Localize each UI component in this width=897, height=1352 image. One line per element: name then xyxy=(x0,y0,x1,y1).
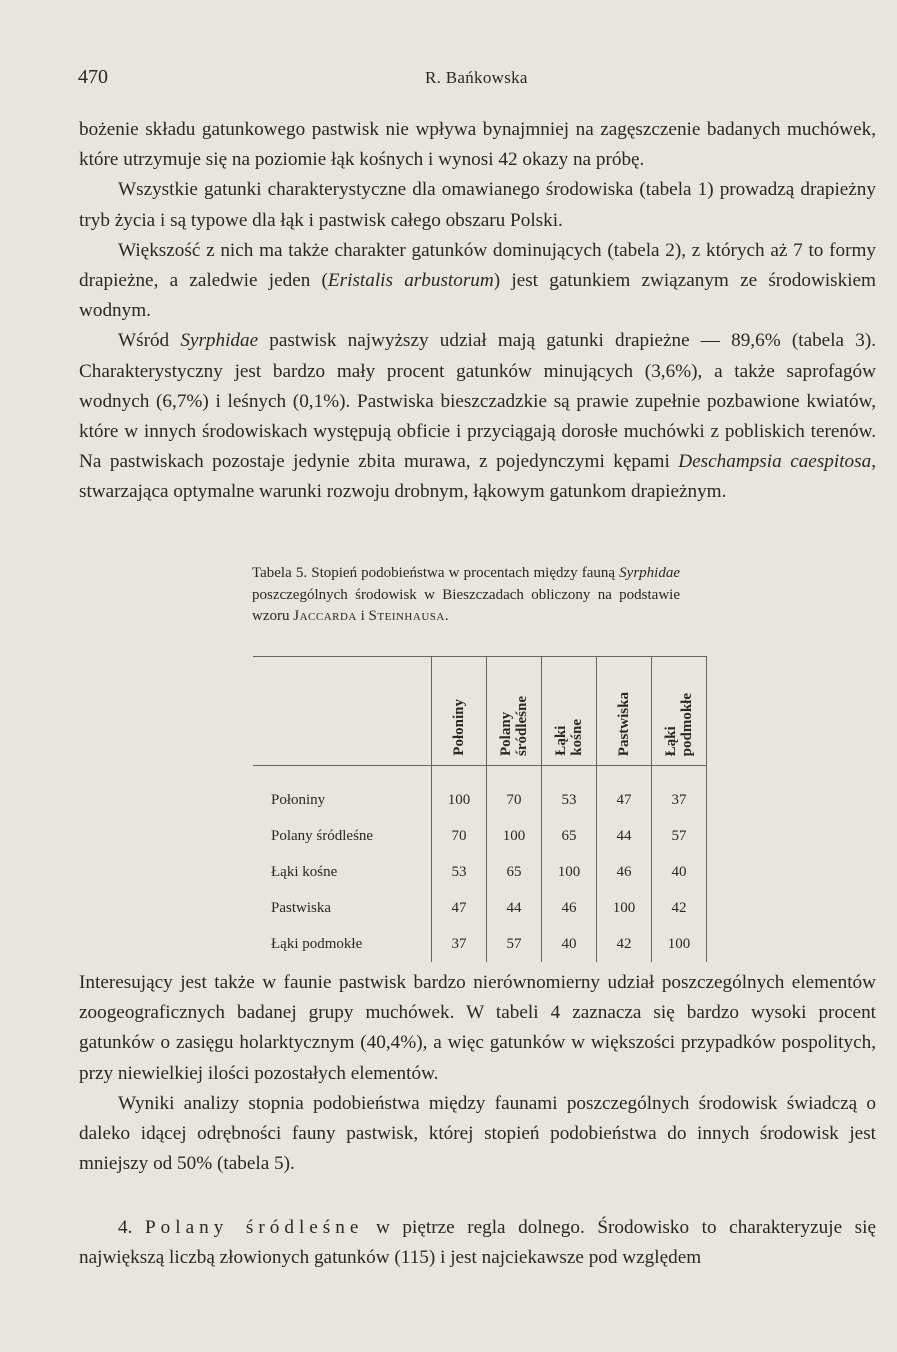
paragraph-text: bożenie składu gatunkowego pastwisk nie wpływa bynajmniej na zagęszczenie badanych muchówek, które utrzymuje się na poziomie łąk kośnych i wynosi 42 okazy na próbę. xyxy=(79,119,876,171)
table-cell: 57 xyxy=(652,818,707,854)
running-head-author: R. Bańkowska xyxy=(425,68,528,87)
paragraph xyxy=(79,968,876,1089)
table-cell: 47 xyxy=(597,766,652,819)
species-name: Eristalis arbustorum xyxy=(327,270,494,292)
paragraph-text: ) jest gatunkiem związanym ze środowiskiem wodnym. xyxy=(79,270,876,322)
table-cell: 100 xyxy=(652,926,707,962)
paragraph-text: pastwisk najwyższy udział mają gatunki drapieżne — 89,6% (tabela 3). Charakterystyczny jest bardzo mały procent gatunków minujących (3,6%), a także saprofagów wodnych (6,7%) i leśnych (0,1%). Pastwiska bieszczadzkie są prawie zupełnie pozbawione kwiatów, które w innych środowiskach występują obficie i przyciągają dorosłe muchówki z pobliskich terenów. Na pastwiskach pozostaje jedynie zbita murawa, z pojedynczymi kępami xyxy=(79,330,876,473)
column-header xyxy=(652,657,707,766)
column-header xyxy=(487,657,542,766)
paragraph-text: Interesujący jest także w faunie pastwisk bardzo nierównomierny udział poszczególnych elementów zoogeograficznych badanej grupy muchówek. W tabeli 4 zaznacza się bardzo wysoki procent gatunków o zasięgu holarktycznym (40,4%), a więc gatunków w większości przypadków pospolitych, przy niewielkiej ilości pozostałych elementów. xyxy=(79,972,876,1084)
caption-text: Tabela 5. Stopień podobieństwa w procentach między fauną xyxy=(252,565,620,581)
running-head xyxy=(78,66,878,94)
column-header-label: Pastwiska xyxy=(616,691,632,756)
header-line: Polany xyxy=(498,711,514,756)
table-cell: 42 xyxy=(597,926,652,962)
paragraph xyxy=(79,175,876,235)
section-number: 4. xyxy=(118,1217,145,1238)
table-cell: 65 xyxy=(487,854,542,890)
caption-text: poszczególnych środowisk w Bieszczadach obliczony na podstawie wzoru xyxy=(252,586,680,624)
header-line: śródleśne xyxy=(514,696,530,756)
body-text-bottom xyxy=(79,1213,876,1273)
table-cell: 100 xyxy=(487,818,542,854)
caption-text: . xyxy=(444,608,449,624)
table-cell: 44 xyxy=(597,818,652,854)
table-cell: 46 xyxy=(542,890,597,926)
header-line: Łąki xyxy=(553,725,569,756)
similarity-table xyxy=(253,656,707,962)
row-label: Pastwiska xyxy=(271,899,331,916)
column-header-label: Połoniny xyxy=(451,699,467,756)
table-corner xyxy=(253,657,432,766)
table-cell: 100 xyxy=(597,890,652,926)
table-cell: 47 xyxy=(432,890,487,926)
table-cell: 37 xyxy=(652,766,707,819)
column-header-label xyxy=(553,713,585,760)
header-line: kośne xyxy=(569,719,585,756)
header-line: Łąki xyxy=(663,725,679,756)
table-cell: 53 xyxy=(542,766,597,819)
table-row xyxy=(253,766,707,819)
row-label: Łąki podmokłe xyxy=(271,935,363,952)
table-caption xyxy=(252,563,680,628)
paragraph xyxy=(79,1213,876,1273)
table-header-row xyxy=(253,657,707,766)
table-cell: 44 xyxy=(487,890,542,926)
species-name: Deschampsia caespitosa xyxy=(678,451,872,473)
column-header-label xyxy=(663,687,695,760)
paragraph-text: , stwarzająca optymalne warunki rozwoju drobnym, łąkowym gatunkom drapieżnym. xyxy=(79,451,876,503)
paragraph-text: Wszystkie gatunki charakterystyczne dla omawianego środowiska (tabela 1) prowadzą drapieżny tryb życia i są typowe dla łąk i pastwisk całego obszaru Polski. xyxy=(79,179,876,231)
row-label: Polany śródleśne xyxy=(271,827,374,844)
paragraph-text: Wśród xyxy=(118,330,181,352)
column-header xyxy=(432,657,487,766)
table-cell: 53 xyxy=(432,854,487,890)
column-header xyxy=(597,657,652,766)
table-cell: 40 xyxy=(652,854,707,890)
paragraph xyxy=(79,1089,876,1180)
table-cell: 100 xyxy=(542,854,597,890)
table-cell: 37 xyxy=(432,926,487,962)
author-name: Steinhausa xyxy=(368,608,445,624)
paragraph xyxy=(79,326,876,507)
table-cell: 70 xyxy=(432,818,487,854)
author-name: Jaccarda xyxy=(293,608,357,624)
table-cell: 100 xyxy=(432,766,487,819)
table-row xyxy=(253,926,707,962)
table-cell: 40 xyxy=(542,926,597,962)
table-cell: 65 xyxy=(542,818,597,854)
paragraph-text: Większość z nich ma także charakter gatunków dominujących (tabela 2), z których aż 7 to formy drapieżne, a zaledwie jeden ( xyxy=(79,239,876,292)
paragraph-text: Wyniki analizy stopnia podobieństwa między faunami poszczególnych środowisk świadczą o daleko idącej odrębności fauny pastwisk, której stopień podobieństwa do innych środowisk jest mniejszy od 50% (tabela 5). xyxy=(79,1092,876,1175)
table-cell: 57 xyxy=(487,926,542,962)
table-cell: 46 xyxy=(597,854,652,890)
table-row xyxy=(253,854,707,890)
section-heading: Polany śródleśne xyxy=(145,1217,364,1238)
table-row xyxy=(253,890,707,926)
taxon-name: Syrphidae xyxy=(619,565,680,581)
page-number: 470 xyxy=(78,66,108,88)
table-cell: 42 xyxy=(652,890,707,926)
column-header-label xyxy=(498,690,530,760)
caption-text: i xyxy=(356,608,369,624)
row-label: Połoniny xyxy=(271,791,326,808)
column-header xyxy=(542,657,597,766)
row-label: Łąki kośne xyxy=(271,863,338,880)
taxon-name: Syrphidae xyxy=(180,330,259,352)
body-text-top xyxy=(79,115,876,508)
paragraph xyxy=(79,236,876,327)
paragraph xyxy=(79,115,876,175)
header-line: podmokłe xyxy=(679,692,695,756)
table-row xyxy=(253,818,707,854)
paragraph-text: w piętrze regla dolnego. Środowisko to charakteryzuje się największą liczbą złowionych gatunków (115) i jest najciekawsze pod względem xyxy=(79,1217,876,1269)
table-cell: 70 xyxy=(487,766,542,819)
body-text-middle xyxy=(79,968,876,1179)
